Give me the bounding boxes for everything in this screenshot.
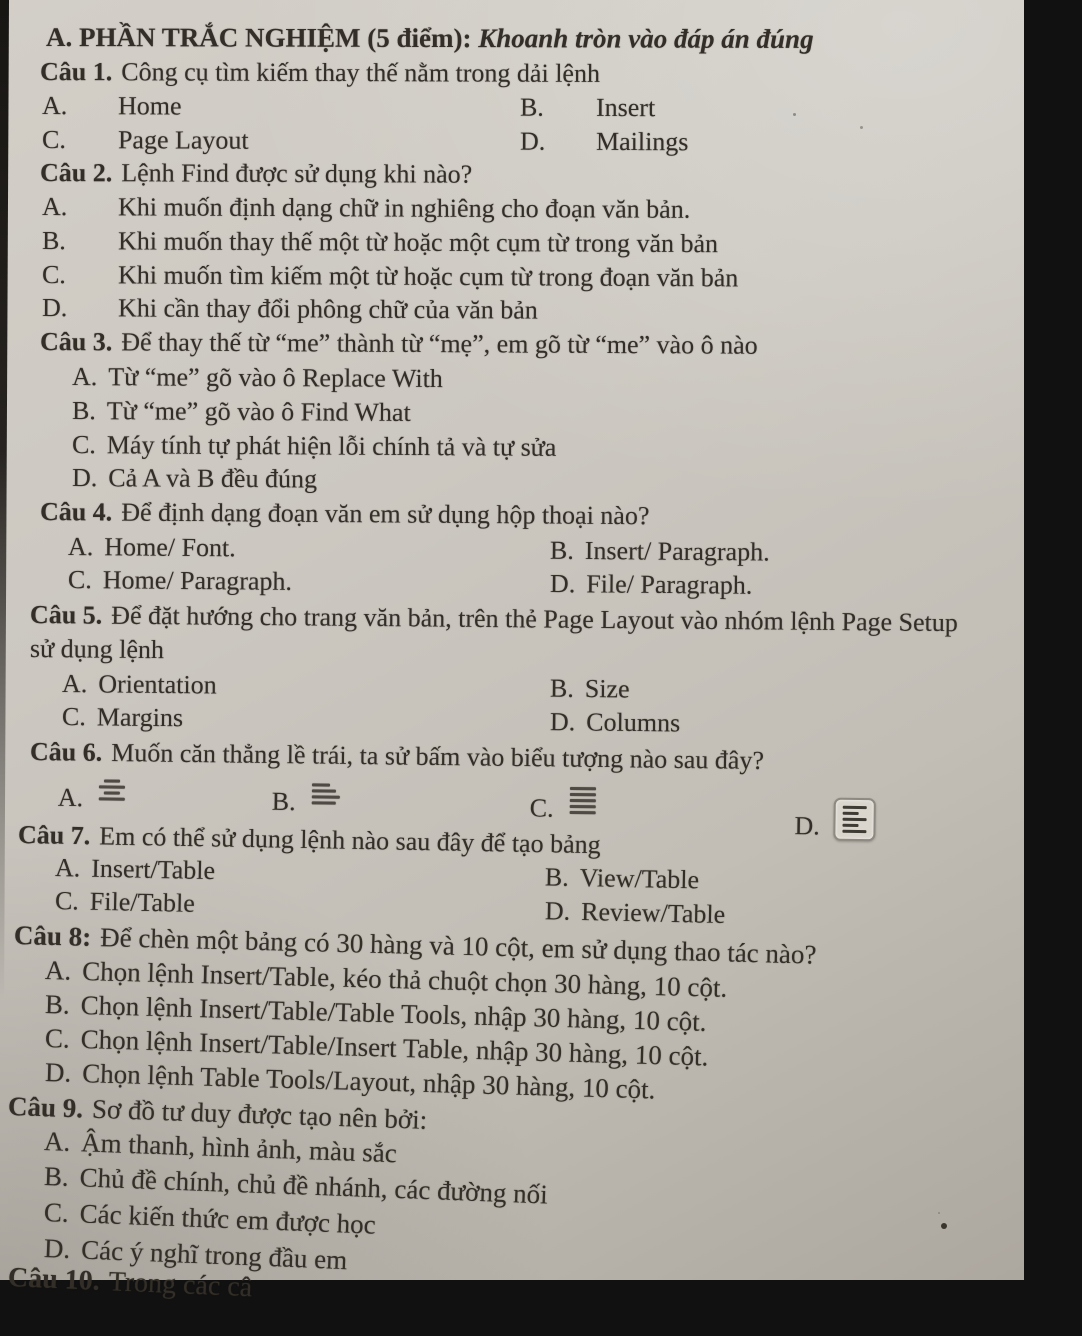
- option-letter: C.: [43, 1197, 70, 1228]
- option-text: Từ “me” gõ vào ô Find What: [106, 396, 411, 427]
- option-text: Insert: [595, 92, 656, 123]
- option-text: Size: [584, 674, 630, 704]
- option-text: Chọn lệnh Insert/Table/Insert Table, nhập 30 hàng, 10 cột.: [80, 1024, 709, 1072]
- option-letter: B.: [43, 1161, 70, 1192]
- question-1-label: Câu 1.: [39, 57, 113, 87]
- question-4-options-row-1: [68, 532, 1078, 570]
- option: [58, 783, 126, 814]
- question-6-label: Câu 6.: [29, 737, 103, 767]
- option-letter: A.: [57, 782, 84, 813]
- option: [72, 362, 1082, 398]
- page-title: [46, 22, 1056, 56]
- question-9-stem: Sơ đồ tư duy được tạo nên bởi:: [91, 1093, 428, 1135]
- option-text: Insert/ Paragraph.: [584, 536, 770, 567]
- option-text: Mailings: [595, 126, 689, 157]
- question-2-stem: Lệnh Find được sử dụng khi nào?: [121, 158, 473, 189]
- option-letter: D.: [41, 293, 68, 323]
- option: [520, 93, 655, 123]
- question-5-stem-continued: sử dụng lệnh: [29, 634, 165, 665]
- question-5-stem: Để đặt hướng cho trang văn bản, trên thẻ Page Layout vào nhóm lệnh Page Setup: [111, 600, 958, 638]
- option: [42, 192, 1052, 226]
- option-text: Khi muốn định dạng chữ in nghiêng cho đoạn văn bản.: [117, 192, 691, 224]
- question-3-stem: Để thay thế từ “me” thành từ “mẹ”, em gõ từ “me” vào ô nào: [121, 327, 758, 360]
- option-letter: A.: [44, 955, 72, 986]
- option-text: Home: [117, 91, 182, 121]
- option: [550, 569, 753, 601]
- option: [272, 787, 340, 818]
- option-text: Insert/Table: [91, 853, 216, 886]
- option-text: Cả A và B đều đúng: [108, 463, 318, 494]
- option-letter: C.: [61, 702, 86, 732]
- question-7-label: Câu 7.: [17, 820, 91, 851]
- option-letter: D.: [71, 463, 98, 493]
- option-letter: A.: [71, 362, 98, 392]
- paper-speck: [793, 113, 796, 116]
- question-3-text: [40, 327, 1050, 362]
- option-text: Khi cần thay đổi phông chữ của văn bản: [117, 293, 538, 325]
- question-8-label: Câu 8:: [13, 920, 92, 952]
- question-5-options-row-2: [62, 702, 1072, 743]
- option: [72, 430, 1082, 466]
- question-5-label: Câu 5.: [29, 600, 103, 630]
- align-center-icon: [99, 779, 125, 803]
- option-text: Review/Table: [580, 897, 726, 930]
- option-letter: D.: [549, 707, 576, 737]
- option-letter: C.: [71, 430, 96, 460]
- question-6-text: [30, 737, 1040, 779]
- option-letter: D.: [794, 811, 820, 841]
- question-2-label: Câu 2.: [39, 158, 113, 188]
- option-letter: A.: [54, 853, 81, 883]
- option-text: Ậm thanh, hình ảnh, màu sắc: [80, 1127, 398, 1169]
- option-text: Khi muốn tìm kiếm một từ hoặc cụm từ trong đoạn văn bản: [117, 260, 739, 293]
- option-text: Chọn lệnh Table Tools/Layout, nhập 30 hàng, 10 cột.: [81, 1058, 656, 1105]
- question-6-stem: Muốn căn thẳng lề trái, ta sử bấm vào biểu tượng nào sau đây?: [111, 737, 765, 775]
- option-letter: D.: [544, 896, 571, 926]
- option-text: Các ý nghĩ trong đầu em: [80, 1234, 348, 1276]
- option-letter: B.: [549, 673, 574, 703]
- question-4-label: Câu 4.: [39, 497, 113, 527]
- option-letter: B.: [544, 862, 570, 892]
- question-2-text: [40, 158, 1050, 192]
- option-letter: C.: [44, 1023, 71, 1054]
- align-left-icon: [312, 783, 340, 807]
- option-text: Home/ Paragraph.: [102, 565, 293, 596]
- question-1-options-row-1: [42, 91, 1052, 125]
- option: [545, 862, 700, 895]
- option-text: View/Table: [579, 863, 700, 895]
- option-letter: C.: [529, 793, 554, 823]
- option-text: Chọn lệnh Insert/Table, kéo thả chuột chọn 30 hàng, 10 cột.: [81, 955, 728, 1003]
- question-8-stem: Để chèn một bảng có 30 hàng và 10 cột, em sử dụng thao tác nào?: [99, 922, 817, 970]
- question-10-label: Câu 10.: [7, 1262, 101, 1297]
- question-5-text-line-2: [30, 634, 1040, 673]
- option-letter: C.: [54, 886, 80, 916]
- option: [550, 707, 681, 738]
- question-7-stem: Em có thể sử dụng lệnh nào sau đây để tạo bảng: [98, 821, 601, 860]
- option-text: Chủ đề chính, chủ đề nhánh, các đường nối: [79, 1162, 549, 1210]
- option-letter: A.: [61, 669, 88, 699]
- align-justify-icon: [569, 787, 595, 817]
- option-letter: C.: [41, 260, 66, 290]
- page-title-bold: A. PHẦN TRẮC NGHIỆM (5 điểm):: [45, 22, 479, 54]
- option-letter: A.: [41, 91, 68, 121]
- option-letter: A.: [67, 532, 94, 562]
- question-4-options-row-2: [68, 565, 1078, 603]
- option: [529, 793, 595, 826]
- option: [72, 463, 1082, 499]
- option-text: Margins: [96, 702, 184, 733]
- option: [42, 226, 1052, 261]
- question-3-label: Câu 3.: [39, 327, 113, 357]
- question-5-text: [30, 600, 1040, 639]
- option-letter: D.: [43, 1233, 71, 1265]
- question-1-stem: Công cụ tìm kiếm thay thế nằm trong dải lệnh: [121, 57, 601, 88]
- option-text: Page Layout: [117, 125, 249, 155]
- option-text: Home/ Font.: [104, 532, 236, 563]
- option: [42, 293, 1052, 328]
- option-letter: A.: [41, 192, 68, 222]
- option-text: Máy tính tự phát hiện lỗi chính tả và tự sửa: [106, 430, 557, 462]
- option-text: Khi muốn thay thế một từ hoặc một cụm từ trong văn bản: [117, 226, 719, 259]
- option-letter: C.: [41, 125, 66, 155]
- paper-speck: [941, 1223, 947, 1229]
- paper-speck: [938, 1212, 940, 1214]
- question-10-stem: Trong các câ: [108, 1266, 253, 1304]
- option-text: Chọn lệnh Insert/Table/Table Tools, nhập 30 hàng, 10 cột.: [80, 989, 707, 1037]
- option-letter: C.: [67, 565, 92, 595]
- paper-speck: [860, 126, 863, 129]
- option-letter: D.: [44, 1057, 72, 1088]
- page-title-italic: Khoanh tròn vào đáp án đúng: [478, 23, 814, 55]
- option-letter: B.: [519, 92, 544, 122]
- option-letter: A.: [43, 1126, 71, 1157]
- option-text: File/Table: [89, 886, 196, 918]
- option-letter: B.: [549, 535, 574, 565]
- option-text: Orientation: [98, 669, 217, 700]
- question-1-text: [40, 57, 1050, 91]
- option: [72, 396, 1082, 432]
- question-1-options-row-2: [42, 125, 1052, 159]
- option-text: Columns: [586, 707, 681, 738]
- option: [520, 127, 689, 158]
- option-letter: D.: [549, 569, 576, 599]
- option: [545, 896, 726, 930]
- option-letter: B.: [44, 989, 71, 1020]
- option: [550, 536, 770, 568]
- option-letter: B.: [71, 396, 96, 426]
- option-text: File/ Paragraph.: [586, 569, 753, 600]
- photo-left-edge-shadow: [0, 0, 9, 1000]
- option-text: Từ “me” gõ vào ô Replace With: [108, 362, 443, 394]
- option-letter: B.: [271, 786, 296, 817]
- option: [42, 260, 1052, 295]
- question-4-text: [40, 497, 1050, 534]
- option-letter: D.: [519, 126, 546, 156]
- option: [550, 674, 630, 705]
- option-text: Các kiến thức em được học: [79, 1198, 377, 1240]
- question-9-label: Câu 9.: [7, 1091, 84, 1124]
- option-letter: B.: [41, 226, 66, 256]
- question-4-stem: Để định dạng đoạn văn em sử dụng hộp thoại nào?: [121, 497, 650, 531]
